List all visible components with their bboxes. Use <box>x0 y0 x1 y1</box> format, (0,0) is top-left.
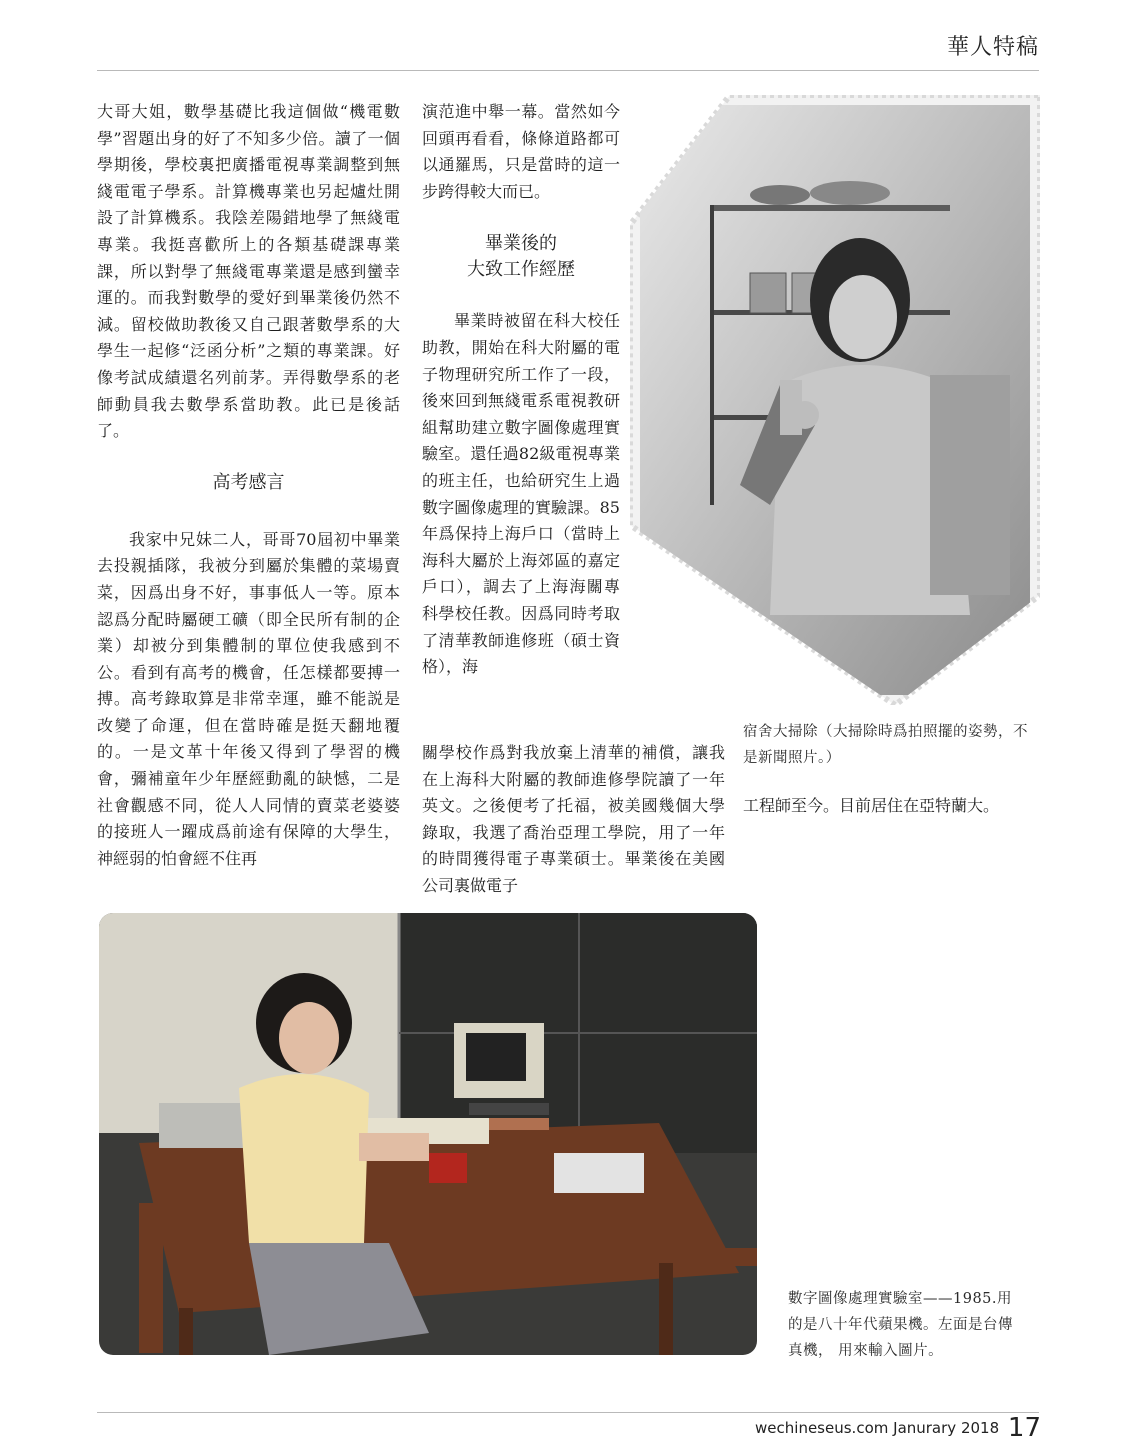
article-column-2 <box>422 99 620 681</box>
paragraph: 大哥大姐，數學基礎比我這個做“機電數學”習題出身的好了不知多少倍。讀了一個學期後，學校裏把廣播電視專業調整到無綫電電子學系。計算機專業也另起爐灶開設了計算機系。我陰差陽錯地學了無綫電專業。我挺喜歡所上的各類基礎課專業課，所以對學了無綫電專業還是感到蠻幸運的。而我對數學的愛好到畢業後仍然不減。留校做助教後又自己跟著數學系的大學生一起修“泛函分析”之類的專業課。好像考試成績還名列前茅。弄得數學系的老師動員我去數學系當助教。此已是後話了。 <box>97 102 400 441</box>
article-column-3 <box>743 793 1039 820</box>
photo-caption-dorm: 宿舍大掃除（大掃除時爲拍照擺的姿勢，不是新聞照片。） <box>743 724 1028 766</box>
section-heading-gaokao: 高考感言 <box>212 471 285 493</box>
dorm-cleaning-photo <box>630 95 1040 705</box>
heading-line: 畢業後的 <box>485 233 557 255</box>
paragraph: 畢業時被留在科大校任助教，開始在科大附屬的電子物理研究所工作了一段，後來回到無綫電系電視教研組幫助建立數字圖像處理實驗室。還任過82級電視專業的班主任，也給研究生上過數字圖像處理的實驗課。85年爲保持上海戶口（當時上海科大屬於上海郊區的嘉定戶口），調去了上海海關專科學校任教。因爲同時考取了清華教師進修班（碩士資格），海 <box>422 311 620 677</box>
photo-caption-lab: 數字圖像處理實驗室——1985.用的是八十年代蘋果機。左面是台傳真機， 用來輸入圖片。 <box>788 1291 1013 1359</box>
photo-illustration <box>99 913 757 1355</box>
article-column-1 <box>97 99 400 872</box>
page-number: 17 <box>1007 1413 1041 1443</box>
heading-line: 大致工作經歷 <box>467 259 575 281</box>
header-rule <box>97 70 1039 71</box>
section-title: 華人特稿 <box>946 35 1039 60</box>
paragraph: 我家中兄妹二人，哥哥70屆初中畢業去投親插隊，我被分到屬於集體的菜場賣菜，因爲出身不好，事事低人一等。原本認爲分配時屬硬工礦（即全民所有制的企業）却被分到集體制的單位使我感到不公。看到有高考的機會，任怎樣都要搏一搏。高考錄取算是非常幸運，雖不能説是改變了命運，但在當時確是挺天翻地覆的。一是文革十年後又得到了學習的機會，彌補童年少年歷經動亂的缺憾，二是社會觀感不同，從人人同情的賣菜老婆婆的接班人一躍成爲前途有保障的大學生，神經弱的怕會經不住再 <box>97 529 400 868</box>
page-footer <box>755 1413 1041 1443</box>
paragraph: 工程師至今。目前居住在亞特蘭大。 <box>743 796 1000 815</box>
site-url: wechineseus.com <box>755 1419 889 1437</box>
issue-date: Janurary 2018 <box>893 1419 1000 1437</box>
paragraph: 演范進中舉一幕。當然如今回頭再看看，條條道路都可以通羅馬，只是當時的這一步跨得較大而已。 <box>422 102 620 201</box>
article-column-2-continued <box>422 740 725 900</box>
image-processing-lab-photo <box>99 913 757 1355</box>
section-heading-career <box>422 231 620 283</box>
paragraph: 關學校作爲對我放棄上清華的補償，讓我在上海科大附屬的教師進修學院讀了一年英文。之後便考了托福，被美國幾個大學錄取，我選了喬治亞理工學院，用了一年的時間獲得電子專業碩士。畢業後在美國公司裏做電子 <box>422 743 725 895</box>
photo-illustration <box>630 95 1040 705</box>
